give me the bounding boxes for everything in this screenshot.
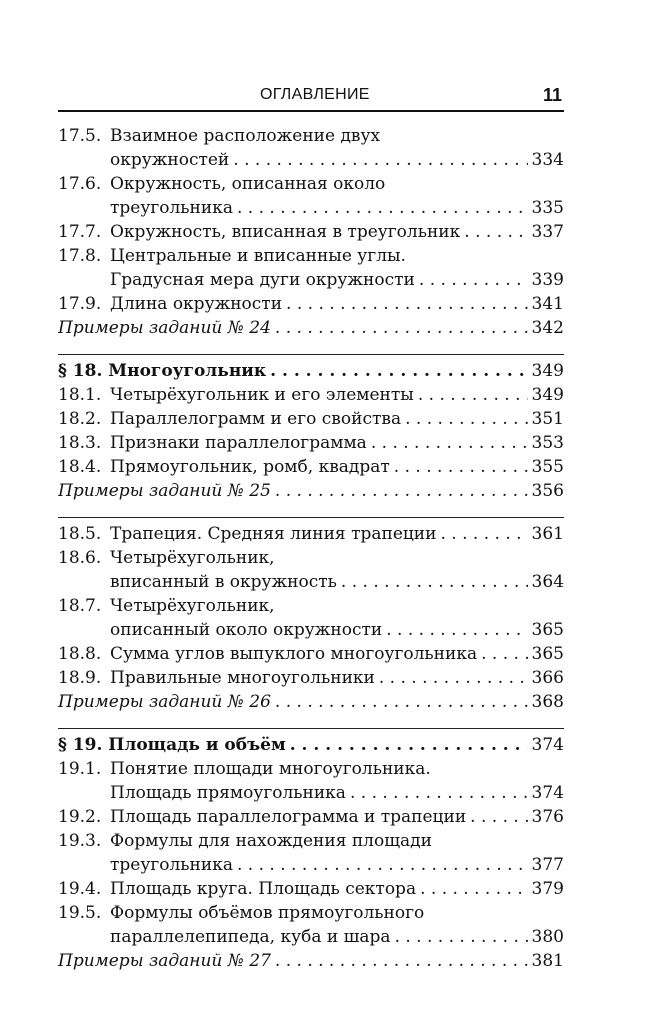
entry-page: 366 bbox=[531, 668, 564, 688]
toc-entry[interactable] bbox=[58, 668, 564, 692]
entry-title: Трапеция. Средняя линия трапеции bbox=[110, 524, 437, 544]
header-rule bbox=[58, 110, 564, 112]
entry-title: параллелепипеда, куба и шара bbox=[110, 927, 391, 947]
toc-entry[interactable] bbox=[58, 222, 564, 246]
toc-entry[interactable] bbox=[58, 198, 564, 222]
entry-title: Взаимное расположение двух bbox=[110, 126, 381, 146]
entry-number: 18.6. bbox=[58, 548, 102, 568]
entry-number: 18.1. bbox=[58, 385, 102, 405]
entry-title: Формулы объёмов прямоугольного bbox=[110, 903, 425, 923]
toc-entry[interactable] bbox=[58, 294, 564, 318]
running-header bbox=[58, 86, 564, 108]
entry-page: 353 bbox=[531, 433, 564, 453]
dot-leader bbox=[379, 668, 528, 688]
entry-title: Примеры заданий № 24 bbox=[58, 318, 271, 338]
entry-title: Площадь параллелограмма и трапеции bbox=[110, 807, 467, 827]
toc-entry[interactable] bbox=[58, 548, 564, 572]
entry-title: Правильные многоугольники bbox=[110, 668, 375, 688]
toc-entry[interactable] bbox=[58, 572, 564, 596]
toc-entry[interactable] bbox=[58, 596, 564, 620]
dot-leader bbox=[237, 198, 528, 218]
entry-number: 18.7. bbox=[58, 596, 102, 616]
entry-title: Понятие площади многоугольника. bbox=[110, 759, 431, 779]
entry-page: 376 bbox=[531, 807, 564, 827]
entry-title: Градусная мера дуги окружности bbox=[110, 270, 415, 290]
entry-number: 18.3. bbox=[58, 433, 102, 453]
entry-title: описанный около окружности bbox=[110, 620, 383, 640]
toc-entry[interactable] bbox=[58, 807, 564, 831]
toc-entry[interactable] bbox=[58, 385, 564, 409]
entry-title: треугольника bbox=[110, 855, 233, 875]
toc-entry[interactable] bbox=[58, 433, 564, 457]
toc-entry[interactable] bbox=[58, 174, 564, 198]
entry-page: 334 bbox=[531, 150, 564, 170]
entry-page: 335 bbox=[531, 198, 564, 218]
entry-number: 18.9. bbox=[58, 668, 102, 688]
toc-entry[interactable] bbox=[58, 903, 564, 927]
entry-number: 19.5. bbox=[58, 903, 102, 923]
entry-title: Сумма углов выпуклого многоугольника bbox=[110, 644, 478, 664]
table-of-contents bbox=[58, 126, 564, 975]
dot-leader bbox=[286, 294, 528, 314]
toc-entry[interactable] bbox=[58, 879, 564, 903]
entry-page: 339 bbox=[531, 270, 564, 290]
toc-examples[interactable] bbox=[58, 951, 564, 975]
entry-page: 364 bbox=[531, 572, 564, 592]
entry-page: 374 bbox=[531, 783, 564, 803]
group-gap bbox=[58, 505, 564, 513]
toc-entry[interactable] bbox=[58, 150, 564, 174]
dot-leader bbox=[464, 222, 527, 242]
entry-title: Признаки параллелограмма bbox=[110, 433, 367, 453]
entry-page: 337 bbox=[531, 222, 564, 242]
toc-entry[interactable] bbox=[58, 759, 564, 783]
entry-number: 18.5. bbox=[58, 524, 102, 544]
toc-entry[interactable] bbox=[58, 620, 564, 644]
toc-examples[interactable] bbox=[58, 481, 564, 505]
toc-entry[interactable] bbox=[58, 246, 564, 270]
entry-number: 17.6. bbox=[58, 174, 102, 194]
entry-page: 365 bbox=[531, 644, 564, 664]
entry-number: 17.5. bbox=[58, 126, 102, 146]
entry-page: 342 bbox=[531, 318, 564, 338]
entry-page: 377 bbox=[531, 855, 564, 875]
page-number: 11 bbox=[542, 85, 562, 105]
toc-entry[interactable] bbox=[58, 644, 564, 668]
entry-page: 351 bbox=[531, 409, 564, 429]
entry-title: Примеры заданий № 27 bbox=[58, 951, 271, 971]
entry-title: Окружность, описанная около bbox=[110, 174, 386, 194]
toc-entry[interactable] bbox=[58, 270, 564, 294]
dot-leader bbox=[275, 951, 528, 971]
toc-section[interactable] bbox=[58, 361, 564, 385]
toc-entry[interactable] bbox=[58, 783, 564, 807]
entry-title: Площадь круга. Площадь сектора bbox=[110, 879, 417, 899]
entry-page: 349 bbox=[531, 385, 564, 405]
section-divider bbox=[58, 517, 564, 518]
group-gap bbox=[58, 342, 564, 350]
entry-page: 374 bbox=[531, 735, 564, 755]
toc-entry[interactable] bbox=[58, 855, 564, 879]
entry-number: 19.1. bbox=[58, 759, 102, 779]
entry-title: Четырёхугольник, bbox=[110, 548, 275, 568]
entry-title: Площадь прямоугольника bbox=[110, 783, 346, 803]
entry-number: 18.4. bbox=[58, 457, 102, 477]
toc-section[interactable] bbox=[58, 735, 564, 759]
entry-title: Примеры заданий № 26 bbox=[58, 692, 271, 712]
entry-title: Четырёхугольник и его элементы bbox=[110, 385, 414, 405]
entry-title: Длина окружности bbox=[110, 294, 283, 314]
dot-leader bbox=[420, 879, 527, 899]
toc-entry[interactable] bbox=[58, 126, 564, 150]
entry-number: 19.2. bbox=[58, 807, 102, 827]
dot-leader bbox=[371, 433, 528, 453]
entry-number: 18.8. bbox=[58, 644, 102, 664]
entry-page: 349 bbox=[531, 361, 564, 381]
entry-title: Окружность, вписанная в треугольник bbox=[110, 222, 461, 242]
entry-title: треугольника bbox=[110, 198, 233, 218]
entry-title: § 18. Многоугольник bbox=[58, 361, 267, 381]
section-divider bbox=[58, 354, 564, 355]
entry-number: 17.8. bbox=[58, 246, 102, 266]
entry-title: Четырёхугольник, bbox=[110, 596, 275, 616]
entry-title: Примеры заданий № 25 bbox=[58, 481, 271, 501]
entry-page: 380 bbox=[531, 927, 564, 947]
dot-leader bbox=[394, 457, 528, 477]
entry-number: 19.3. bbox=[58, 831, 102, 851]
toc-entry[interactable] bbox=[58, 927, 564, 951]
toc-examples[interactable] bbox=[58, 692, 564, 716]
dot-leader bbox=[350, 783, 528, 803]
dot-leader bbox=[418, 385, 528, 405]
entry-page: 355 bbox=[531, 457, 564, 477]
toc-entry[interactable] bbox=[58, 409, 564, 433]
dot-leader bbox=[275, 692, 528, 712]
dot-leader bbox=[386, 620, 527, 640]
dot-leader bbox=[341, 572, 528, 592]
dot-leader bbox=[405, 409, 527, 429]
entry-title: Прямоугольник, ромб, квадрат bbox=[110, 457, 390, 477]
entry-page: 365 bbox=[531, 620, 564, 640]
running-title: ОГЛАВЛЕНИЕ bbox=[260, 86, 370, 103]
entry-number: 19.4. bbox=[58, 879, 102, 899]
entry-title: § 19. Площадь и объём bbox=[58, 735, 286, 755]
entry-title: Параллелограмм и его свойства bbox=[110, 409, 402, 429]
entry-page: 368 bbox=[531, 692, 564, 712]
toc-entry[interactable] bbox=[58, 524, 564, 548]
entry-page: 341 bbox=[531, 294, 564, 314]
entry-page: 356 bbox=[531, 481, 564, 501]
entry-title: Центральные и вписанные углы. bbox=[110, 246, 406, 266]
toc-entry[interactable] bbox=[58, 831, 564, 855]
entry-page: 361 bbox=[531, 524, 564, 544]
entry-number: 17.7. bbox=[58, 222, 102, 242]
dot-leader bbox=[470, 807, 527, 827]
entry-title: окружностей bbox=[110, 150, 230, 170]
dot-leader bbox=[270, 361, 527, 381]
dot-leader bbox=[481, 644, 527, 664]
entry-title: Формулы для нахождения площади bbox=[110, 831, 432, 851]
entry-number: 18.2. bbox=[58, 409, 102, 429]
dot-leader bbox=[440, 524, 527, 544]
toc-examples[interactable] bbox=[58, 318, 564, 342]
entry-page: 381 bbox=[531, 951, 564, 971]
entry-page: 379 bbox=[531, 879, 564, 899]
entry-title: вписанный в окружность bbox=[110, 572, 337, 592]
dot-leader bbox=[233, 150, 527, 170]
dot-leader bbox=[395, 927, 528, 947]
toc-entry[interactable] bbox=[58, 457, 564, 481]
dot-leader bbox=[237, 855, 528, 875]
group-gap bbox=[58, 716, 564, 724]
dot-leader bbox=[290, 735, 528, 755]
dot-leader bbox=[275, 481, 528, 501]
dot-leader bbox=[275, 318, 528, 338]
dot-leader bbox=[419, 270, 528, 290]
section-divider bbox=[58, 728, 564, 729]
entry-number: 17.9. bbox=[58, 294, 102, 314]
